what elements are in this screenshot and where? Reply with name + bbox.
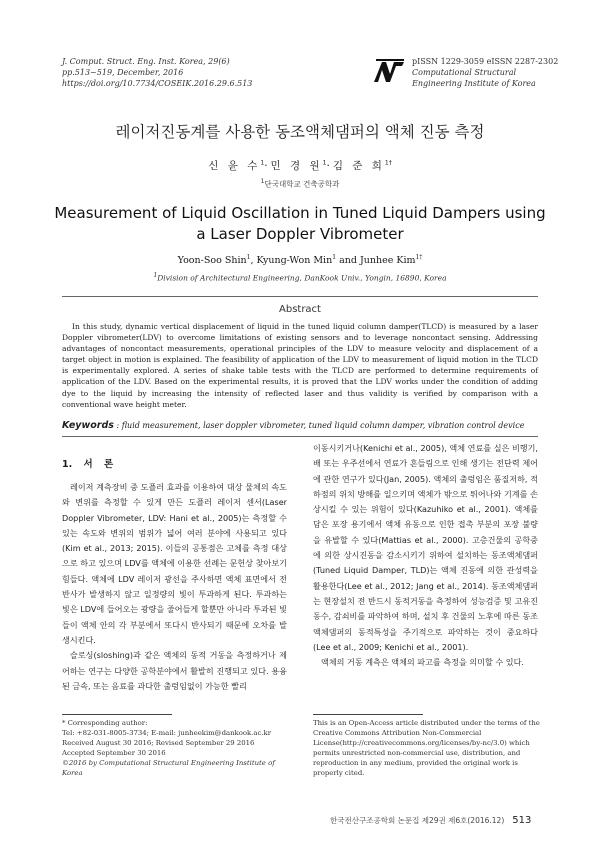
body-column-right — [313, 441, 538, 670]
footnote-rule-right — [313, 714, 423, 715]
body-column-left — [62, 480, 287, 694]
page-footer — [330, 815, 531, 826]
author-1-en: Yoon-Soo Shin — [177, 255, 247, 267]
issn: pISSN 1229-3059 eISSN 2287-2302 — [412, 57, 559, 66]
paragraph: 레이저 계측장비 중 도플러 효과를 이용하여 대상 물체의 속도와 변위를 측정할 수 있게 만든 도플러 레이저 센서(Laser Doppler Vibrometer, LDV: Hani et al., 2005)는 측정할 수 있는 속도와 변위의 범위가 넓어 여러 분야에 사용되고 있다(Kim et al., 2013; 2015). 이들의 공통점은 고체를 측정 대상으로 하고 있으며 LDV를 액체에 이용한 선례는 문헌상 찾아보기 힘들다. 액체에 LDV 레이저 광선을 주사하면 액체 표면에서 전반사가 발생하지 않고 일정량의 빛이 투과하게 된다. 투과하는 빛은 LDV에 들어오는 광량을 줄어들게 할뿐만 아니라 투과된 빛들이 액체 안의 각 부분에서 또다시 반사되기 때문에 오차를 발생시킨다. — [62, 482, 287, 645]
contact-email: Tel: +82-031-8005-3734; E-mail: junheekim@dankook.ac.kr — [62, 729, 271, 737]
page-number: 513 — [512, 815, 532, 826]
journal-pages: pp.513~519, December, 2016 — [62, 68, 184, 77]
corresponding-author-footnote: * Corresponding author: Tel: +82-031-8005-3734; E-mail: junheekim@dankook.ac.kr Received August 30 2016; Revised September 29 2016 Accepted September 30 2016 ©2016 by Computational Structural Engineering Institute of Korea — [62, 718, 292, 778]
footer-journal: 한국전산구조공학회 논문집 제29권 제6호(2016.12) — [330, 816, 505, 825]
keywords — [62, 420, 538, 431]
paragraph: 슬로싱(sloshing)과 같은 액체의 동적 거동을 측정하거나 제어하는 연구는 다양한 공학분야에서 활발히 진행되고 있다. 용융된 금속, 또는 음료를 과다한 출렁임없이 가능한 빨리 — [62, 650, 287, 691]
author-2: 민 경 원 — [270, 160, 323, 172]
paper-title-korean: 레이저진동계를 사용한 동조액체댐퍼의 액체 진동 측정 — [115, 123, 485, 141]
author-1: 신 윤 수 — [208, 160, 261, 172]
divider-bottom — [62, 436, 538, 437]
paper-title-english: Measurement of Liquid Oscillation in Tuned Liquid Dampers using a Laser Doppler Vibrometer — [54, 204, 546, 243]
license-footnote: This is an Open-Access article distributed under the terms of the Creative Commons Attribution Non-Commercial License(http://creativecommons.org/licenses/by-nc/3.0) which permits unrestricted non-commercial use, distribution, and reproduction in any medium, provided the original work is properly cited. — [313, 719, 540, 777]
keywords-label: Keywords — [62, 420, 114, 431]
paragraph: 이동시키거나(Kenichi et al., 2005), 액체 연료를 실은 비행기, 배 또는 우주선에서 연료가 흔들림으로 인해 생기는 전단력 제어에 관한 연구가 있다(Jan, 2005). 액체의 출렁임은 품질저하, 적하점의 위치 방해를 일으키며 액체가 밖으로 튀어나와 기계를 손상시킬 수 있는 위험이 있다(Kazuhiko et al., 2001). 액체를 담은 포장 용기에서 액체 유동으로 인한 접촉 부분의 포장 불량을 유발할 수 있다(Mattias et al., 2000). 고층건물의 공학중에 의한 상시진동을 감소시키기 위하여 설치하는 동조액체댐퍼(Tuned Liquid Damper, TLD)는 액체 진동에 의한 관성력을 활용한다(Lee et al., 2012; Jang et al., 2014). 동조액체댐퍼는 현장설치 전 반드시 동적거동을 측정하여 성능검증 및 고유진동수, 감쇠비를 파악하여 하며, 설치 후 건물의 노후에 따른 동조액체댐퍼의 동적특성을 주기적으로 파악하는 것이 중요하다(Lee et al., 2009; Kenichi et al., 2001). — [313, 443, 538, 652]
doi-link[interactable]: https://doi.org/10.7734/COSEIK.2016.29.6.513 — [62, 79, 253, 88]
affiliation-korean: $^1$단국대학교 건축공학과 — [260, 178, 340, 189]
section-heading: 1. 서 론 — [62, 459, 114, 470]
author-3-en: Junhee Kim — [359, 255, 416, 267]
author-2-en: Kyung-Won Min — [256, 255, 333, 267]
journal-citation — [62, 56, 252, 89]
authors-korean: 신 윤 수$^1$·민 경 원$^1$·김 준 희$^{1\dagger}$ — [208, 159, 392, 172]
footnote-rule-left — [62, 714, 172, 715]
affiliation-english: $^1$Division of Architectural Engineering, DanKook Univ., Yongin, 16890, Korea — [153, 272, 447, 283]
divider-top — [62, 296, 538, 297]
authors-english: Yoon-Soo Shin$^1$, Kyung-Won Min$^1$ and Junhee Kim$^{1\dagger}$ — [177, 254, 423, 267]
paragraph: 액체의 거동 계측은 액체의 파고를 측정을 의미할 수 있다. — [321, 657, 524, 668]
abstract-body: In this study, dynamic vertical displacement of liquid in the tuned liquid column damper(TLCD) is measured by a laser Doppler vibrometer(LDV) to overcome limitations of existing sensors and to leverage noncontact sensing. Addressing advantages of noncontact measurements, operational principles of the LDV to measure velocity and displacement of a target object in motion is explained. The feasibility of application of the LDV to measurement of liquid motion in the TLCD is experimentally explored. A series of shake table tests with the TLCD are performed to determine requirements of application of the LDV. Based on the experimental results, it is proved that the LDV works under the condition of adding dye to the liquid by increasing the intensity of reflected laser and thus validity is verified by comparison with a conventional wave height meter. — [62, 322, 538, 409]
author-3: 김 준 희 — [332, 160, 385, 172]
institute-logo-icon — [372, 58, 406, 84]
keywords-list: : fluid measurement, laser doppler vibrometer, tuned liquid column damper, vibration control device — [113, 421, 525, 430]
journal-name: J. Comput. Struct. Eng. Inst. Korea, 29(6) — [62, 57, 230, 66]
institute-name-2: Engineering Institute of Korea — [412, 79, 536, 88]
abstract-heading: Abstract — [279, 304, 321, 315]
institute-name: Computational Structural — [412, 68, 517, 77]
journal-info — [412, 56, 558, 89]
